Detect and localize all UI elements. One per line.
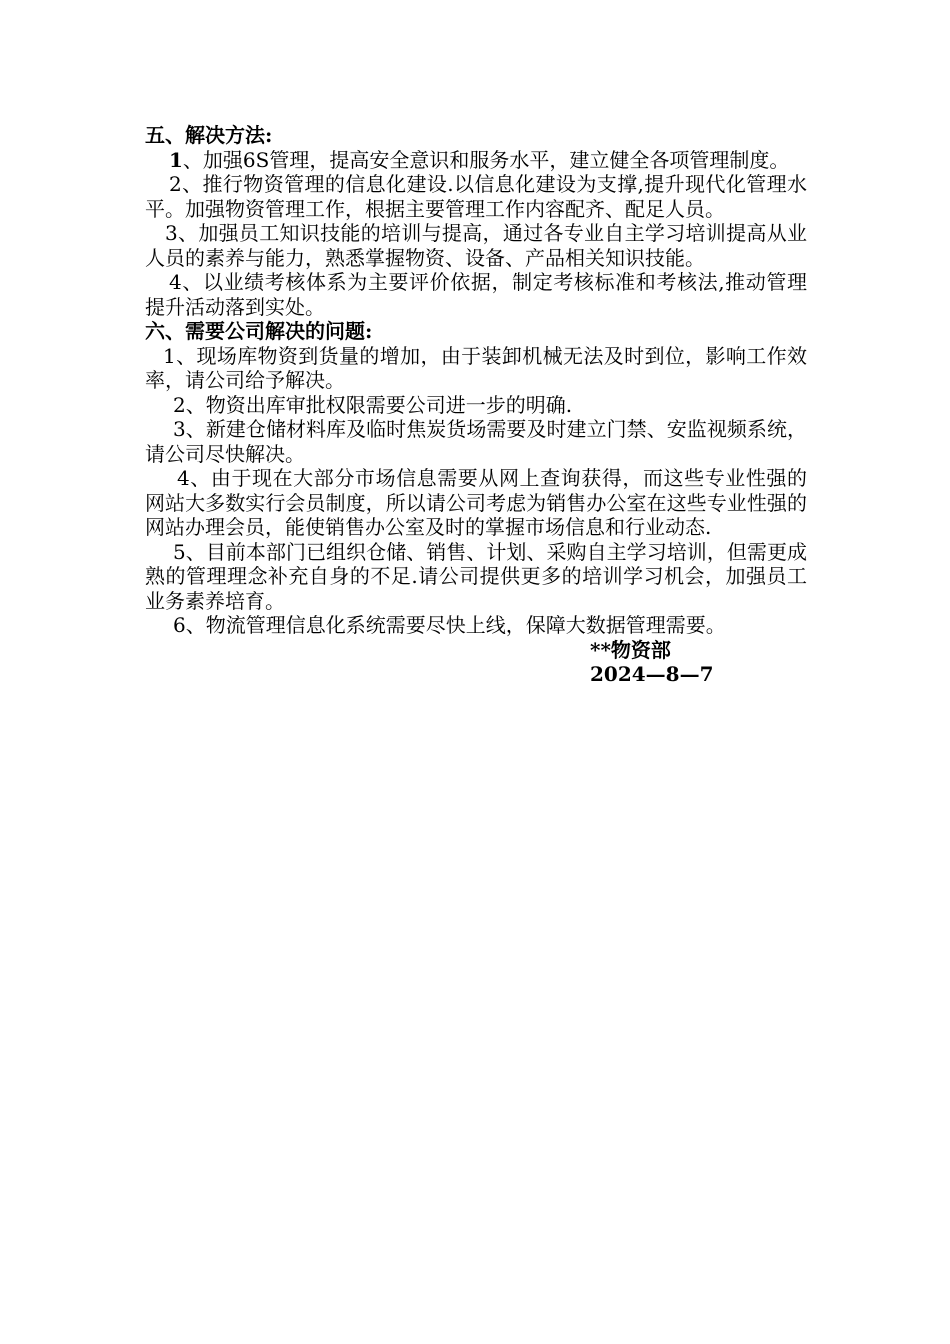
section-5-item-4 [145, 270, 807, 319]
item-text: 、物流管理信息化系统需要尽快上线，保障大数据管理需要。 [185, 613, 726, 637]
signature-department: **物资部 [590, 637, 671, 662]
section-6-item-1 [145, 344, 807, 393]
section-5-item-2 [145, 172, 807, 221]
section-6-heading: 六、需要公司解决的问题: [145, 319, 373, 343]
item-text: 、现场库物资到货量的增加，由于装卸机械无法及时到位，影响工作效率，请公司给予解决。 [145, 343, 807, 392]
section-6-item-3 [145, 417, 807, 466]
document-body [145, 123, 807, 687]
item-text: 、目前本部门已组织仓储、销售、计划、采购自主学习培训，但需更成熟的管理理念补充自身的不足.请公司提供更多的培训学习机会，加强员工业务素养培育。 [145, 539, 807, 613]
item-number: 1 [163, 343, 176, 368]
section-5-item-3 [145, 221, 807, 270]
item-number: 4 [177, 466, 190, 490]
item-number: 6 [173, 613, 186, 637]
section-6-item-2 [145, 393, 807, 418]
item-text: 、物资出库审批权限需要公司进一步的明确. [185, 392, 573, 417]
item-number: 1 [169, 147, 183, 172]
item-text: 、新建仓储材料库及临时焦炭货场需要及时建立门禁、安监视频系统，请公司尽快解决。 [145, 417, 807, 466]
section-5-heading: 五、解决方法: [145, 123, 273, 147]
section-6-item-5 [145, 540, 807, 614]
item-text: 、以业绩考核体系为主要评价依据，制定考核标准和考核法,推动管理提升活动落到实处。 [145, 270, 807, 319]
item-text: 、由于现在大部分市场信息需要从网上查询获得，而这些专业性强的网站大多数实行会员制度，所以请公司考虑为销售办公室在这些专业性强的网站办理会员，能使销售办公室及时的掌握市场信息和行业动态. [145, 466, 807, 539]
section-6-item-6 [145, 613, 807, 638]
item-number: 5 [173, 539, 186, 564]
item-text: 、推行物资管理的信息化建设.以信息化建设为支撑,提升现代化管理水平。加强物资管理工作，根据主要管理工作内容配齐、配足人员。 [145, 172, 807, 221]
section-5-item-1 [145, 148, 807, 173]
section-6-item-4 [145, 466, 807, 540]
item-text: 、加强员工知识技能的培训与提高，通过各专业自主学习培训提高从业人员的素养与能力，熟悉掌握物资、设备、产品相关知识技能。 [145, 221, 807, 270]
item-number: 2 [173, 392, 186, 417]
item-number: 3 [173, 417, 186, 441]
signature-date: 2024—8—7 [590, 662, 714, 686]
item-text: 、加强6S管理，提高安全意识和服务水平，建立健全各项管理制度。 [182, 147, 790, 172]
item-number: 2 [169, 172, 182, 196]
item-number: 4 [169, 270, 182, 294]
item-number: 3 [165, 221, 178, 245]
